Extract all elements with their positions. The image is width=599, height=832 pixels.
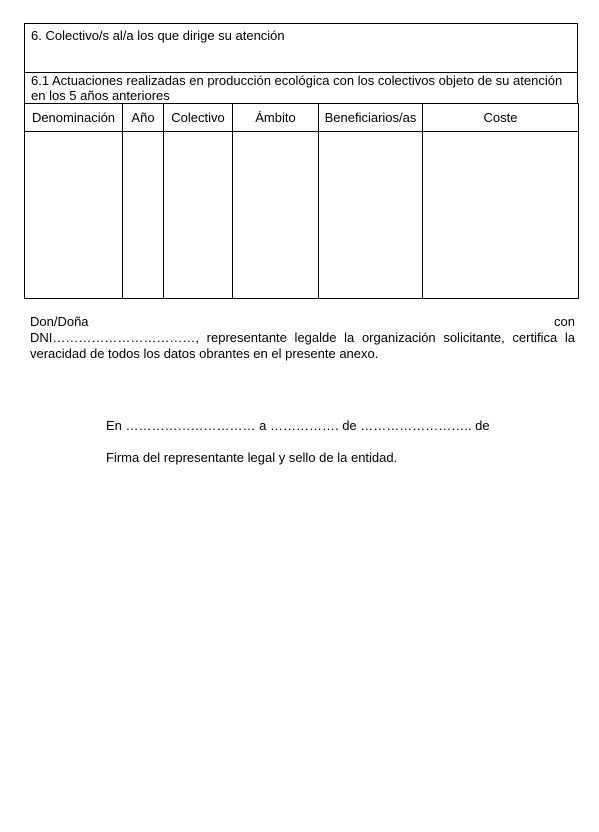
place-date-line: En ………………………… a ……………. de …………………….. de bbox=[106, 418, 490, 433]
section-6-title: 6. Colectivo/s al/a los que dirige su atención bbox=[31, 28, 285, 43]
header-beneficiarios: Beneficiarios/as bbox=[319, 104, 423, 132]
con-label: con bbox=[554, 314, 575, 329]
header-coste: Coste bbox=[423, 104, 579, 132]
don-dona-label: Don/Doña bbox=[30, 314, 89, 329]
certification-line-3: veracidad de todos los datos obrantes en el presente anexo. bbox=[30, 346, 379, 361]
header-ambito: Ámbito bbox=[233, 104, 319, 132]
table-row bbox=[25, 132, 579, 299]
cell-beneficiarios[interactable] bbox=[319, 132, 423, 299]
section-6-box bbox=[24, 23, 578, 73]
section-6-1-box bbox=[24, 72, 578, 104]
actuaciones-table bbox=[24, 103, 579, 299]
cell-ambito[interactable] bbox=[233, 132, 319, 299]
cell-ano[interactable] bbox=[123, 132, 164, 299]
table-header-row bbox=[25, 104, 579, 132]
cell-denominacion[interactable] bbox=[25, 132, 123, 299]
header-ano: Año bbox=[123, 104, 164, 132]
signature-line: Firma del representante legal y sello de la entidad. bbox=[106, 450, 398, 465]
certification-line-1 bbox=[30, 313, 575, 330]
header-colectivo: Colectivo bbox=[164, 104, 233, 132]
cell-colectivo[interactable] bbox=[164, 132, 233, 299]
cell-coste[interactable] bbox=[423, 132, 579, 299]
section-6-1-title: 6.1 Actuaciones realizadas en producción ecológica con los colectivos objeto de su atención en los 5 años anteriores bbox=[31, 73, 563, 103]
header-denominacion: Denominación bbox=[25, 104, 123, 132]
certification-line-2: DNI……………………………, representante legalde la organización solicitante, certifica la bbox=[30, 330, 575, 345]
